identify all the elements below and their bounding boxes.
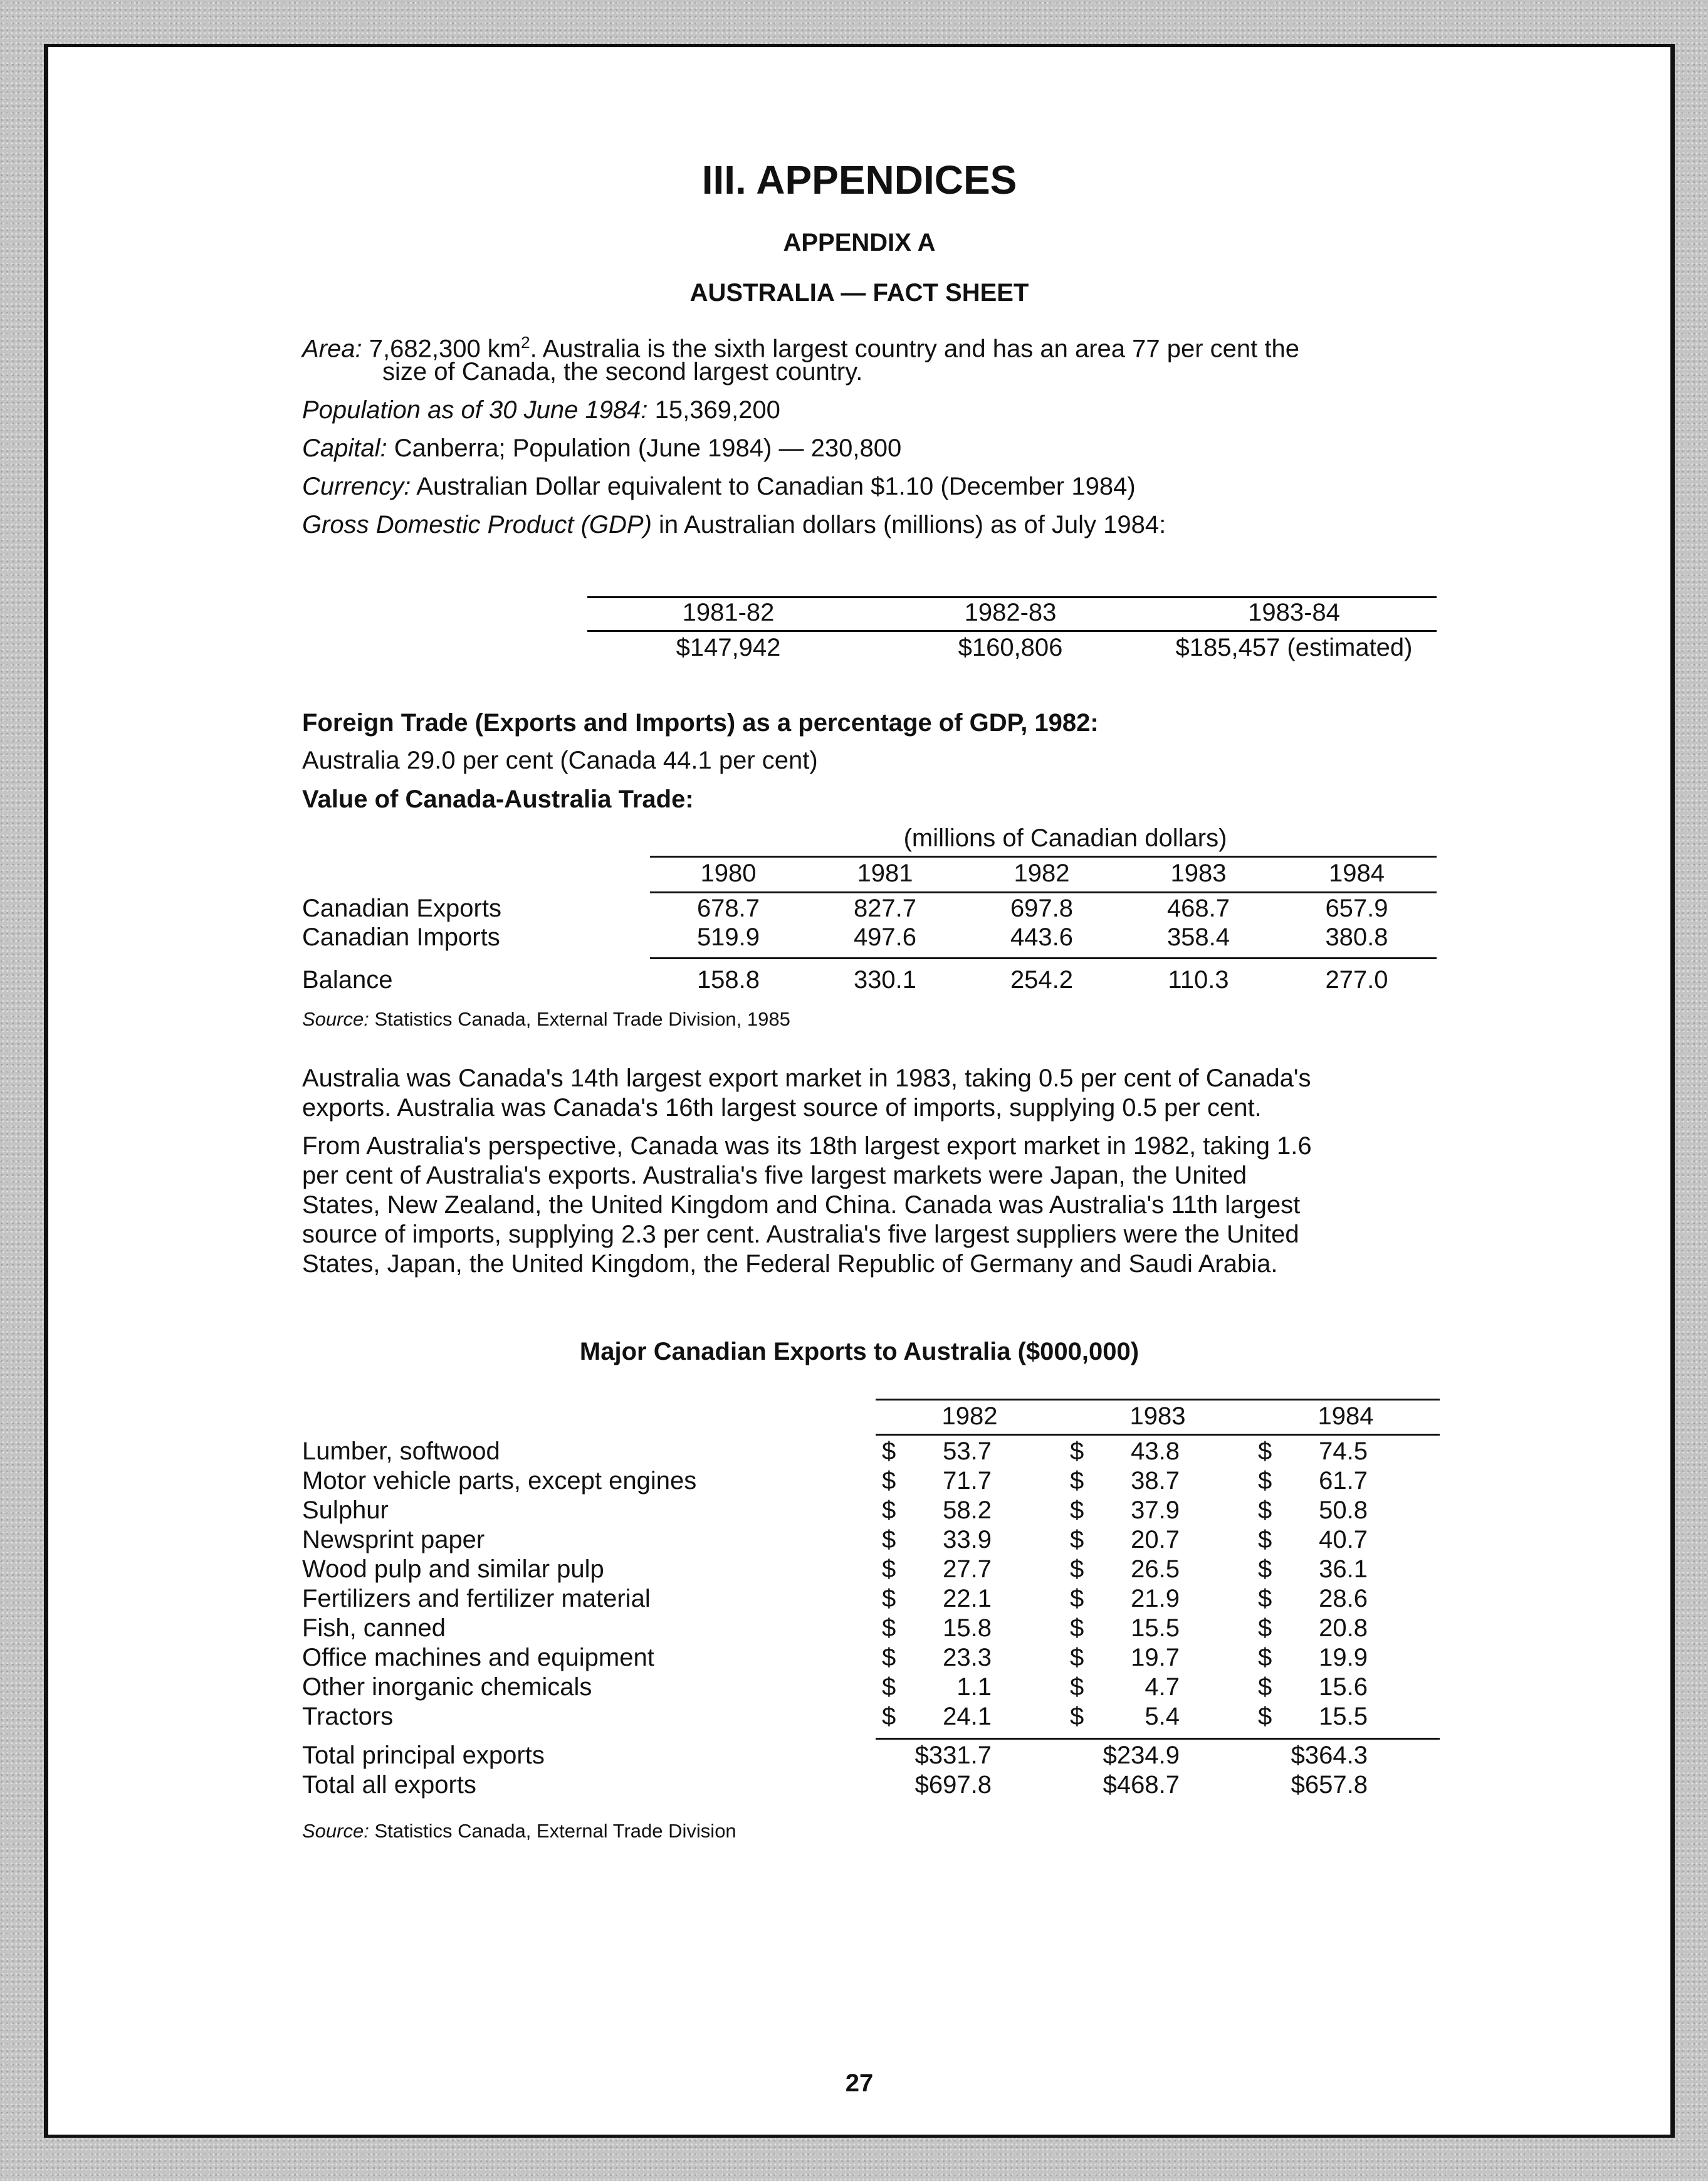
export-cell: 58.2: [943, 1496, 992, 1524]
export-cell: 19.9: [1319, 1644, 1368, 1671]
trade-row-label: Canadian Exports: [302, 895, 501, 922]
trade-table-heading: Value of Canada-Australia Trade:: [302, 786, 694, 813]
export-row-label: Tractors: [302, 1703, 394, 1730]
export-cell: 4.7: [1145, 1673, 1180, 1701]
currency-symbol: $: [1070, 1673, 1084, 1701]
gdp-value: in Australian dollars (millions) as of July 1984:: [659, 511, 1166, 539]
currency-symbol: $: [882, 1644, 896, 1671]
currency-symbol: $: [1070, 1496, 1084, 1524]
trade-year-1984: 1984: [1329, 859, 1385, 887]
exports-source-text: Statistics Canada, External Trade Division: [374, 1820, 736, 1842]
currency-symbol: $: [882, 1614, 896, 1642]
currency-symbol: $: [1258, 1467, 1272, 1495]
capital-value: Canberra; Population (June 1984) — 230,800: [394, 434, 902, 462]
currency-symbol: $: [1070, 1437, 1084, 1465]
exports-source-label: Source:: [302, 1820, 369, 1842]
paragraph-line: source of imports, supplying 2.3 per cent. Australia's five largest suppliers were the United: [302, 1221, 1299, 1248]
export-cell: 5.4: [1145, 1703, 1180, 1730]
export-cell: 1.1: [956, 1673, 992, 1701]
export-cell: 19.7: [1131, 1644, 1180, 1671]
export-cell: 38.7: [1131, 1467, 1180, 1495]
total-cell: $364.3: [1291, 1742, 1368, 1769]
population-value: 15,369,200: [654, 396, 780, 424]
paragraph-line: States, Japan, the United Kingdom, the Federal Republic of Germany and Saudi Arabia.: [302, 1250, 1278, 1278]
trade-cell: 657.9: [1325, 895, 1388, 922]
paragraph-line: Australia was Canada's 14th largest export market in 1983, taking 0.5 per cent of Canada's: [302, 1064, 1311, 1092]
export-cell: 53.7: [943, 1437, 992, 1465]
trade-cell: 158.8: [696, 966, 760, 994]
export-cell: 28.6: [1319, 1585, 1368, 1612]
exports-table-header-rule: [876, 1434, 1440, 1436]
trade-table-top-rule: [650, 856, 1437, 858]
document-page: [44, 44, 1675, 2138]
trade-table-header-rule: [650, 891, 1437, 893]
currency-symbol: $: [1070, 1526, 1084, 1553]
trade-cell: 380.8: [1325, 923, 1388, 951]
currency-symbol: $: [882, 1467, 896, 1495]
currency-symbol: $: [1258, 1673, 1272, 1701]
export-row-label: Fertilizers and fertilizer material: [302, 1585, 651, 1612]
export-cell: 23.3: [943, 1644, 992, 1671]
export-cell: 71.7: [943, 1467, 992, 1495]
foreign-trade-text: Australia 29.0 per cent (Canada 44.1 per cent): [302, 747, 818, 774]
trade-units: (millions of Canadian dollars): [903, 824, 1227, 852]
exports-source: [302, 1820, 736, 1842]
gdp-header-1: 1981-82: [682, 599, 775, 626]
trade-cell: 254.2: [1010, 966, 1074, 994]
currency-symbol: $: [1070, 1644, 1084, 1671]
area-label: Area:: [302, 335, 362, 363]
gdp-table-mid-rule: [587, 630, 1437, 632]
fact-sheet-title: AUSTRALIA — FACT SHEET: [689, 279, 1029, 307]
export-cell: 15.5: [1131, 1614, 1180, 1642]
export-row-label: Other inorganic chemicals: [302, 1673, 592, 1701]
trade-cell: 330.1: [853, 966, 917, 994]
trade-source: [302, 1008, 790, 1031]
export-cell: 20.8: [1319, 1614, 1368, 1642]
area-line-2: size of Canada, the second largest country.: [382, 358, 863, 386]
export-row-label: Wood pulp and similar pulp: [302, 1555, 604, 1583]
export-row-label: Lumber, softwood: [302, 1437, 500, 1465]
paragraph-line: exports. Australia was Canada's 16th largest source of imports, supplying 0.5 per cent.: [302, 1094, 1262, 1122]
trade-table-balance-rule: [650, 957, 1437, 959]
currency-value: Australian Dollar equivalent to Canadian $1.10 (December 1984): [416, 473, 1136, 500]
population-line: [302, 396, 780, 425]
export-cell: 20.7: [1131, 1526, 1180, 1553]
total-row-label: Total all exports: [302, 1771, 476, 1799]
trade-year-1982: 1982: [1014, 859, 1070, 887]
currency-symbol: $: [1258, 1585, 1272, 1612]
export-cell: 15.6: [1319, 1673, 1368, 1701]
currency-symbol: $: [1258, 1496, 1272, 1524]
export-cell: 74.5: [1319, 1437, 1368, 1465]
page-number: 27: [845, 2069, 874, 2097]
export-cell: 15.8: [943, 1614, 992, 1642]
page-heading: III. APPENDICES: [701, 157, 1017, 202]
currency-symbol: $: [1258, 1555, 1272, 1583]
trade-cell: 697.8: [1010, 895, 1074, 922]
currency-symbol: $: [882, 1673, 896, 1701]
appendix-label: APPENDIX A: [783, 229, 936, 256]
trade-cell: 497.6: [853, 923, 917, 951]
gdp-value-3: $185,457 (estimated): [1175, 634, 1413, 661]
currency-symbol: $: [1070, 1585, 1084, 1612]
export-cell: 21.9: [1131, 1585, 1180, 1612]
trade-year-1981: 1981: [857, 859, 913, 887]
trade-cell: 827.7: [853, 895, 917, 922]
gdp-line: [302, 510, 1166, 540]
total-cell: $697.8: [914, 1771, 992, 1799]
paragraph-line: From Australia's perspective, Canada was its 18th largest export market in 1982, taking 1.6: [302, 1132, 1312, 1160]
trade-year-1983: 1983: [1170, 859, 1227, 887]
currency-symbol: $: [1258, 1703, 1272, 1730]
trade-cell: 443.6: [1010, 923, 1074, 951]
area-superscript: 2: [521, 333, 530, 352]
total-row-label: Total principal exports: [302, 1742, 545, 1769]
currency-symbol: $: [882, 1555, 896, 1583]
exports-table-top-rule: [876, 1399, 1440, 1401]
currency-symbol: $: [1258, 1614, 1272, 1642]
trade-source-text: Statistics Canada, External Trade Division, 1985: [374, 1008, 790, 1030]
export-cell: 36.1: [1319, 1555, 1368, 1583]
export-row-label: Office machines and equipment: [302, 1644, 654, 1671]
currency-symbol: $: [1070, 1614, 1084, 1642]
currency-line: [302, 472, 1136, 502]
exports-year-1984: 1984: [1318, 1402, 1374, 1430]
export-cell: 43.8: [1131, 1437, 1180, 1465]
currency-label: Currency:: [302, 473, 411, 500]
currency-symbol: $: [882, 1496, 896, 1524]
total-cell: $331.7: [914, 1742, 992, 1769]
trade-cell: 678.7: [696, 895, 760, 922]
gdp-table-top-rule: [587, 596, 1437, 598]
gdp-header-2: 1982-83: [964, 599, 1057, 626]
total-cell: $468.7: [1103, 1771, 1180, 1799]
export-row-label: Newsprint paper: [302, 1526, 485, 1553]
currency-symbol: $: [1070, 1467, 1084, 1495]
currency-symbol: $: [882, 1526, 896, 1553]
export-row-label: Fish, canned: [302, 1614, 446, 1642]
trade-cell: 358.4: [1166, 923, 1230, 951]
currency-symbol: $: [1258, 1644, 1272, 1671]
export-cell: 22.1: [943, 1585, 992, 1612]
currency-symbol: $: [1070, 1555, 1084, 1583]
exports-table-total-rule: [876, 1738, 1440, 1740]
gdp-value-1: $147,942: [676, 634, 781, 661]
export-cell: 50.8: [1319, 1496, 1368, 1524]
total-cell: $234.9: [1103, 1742, 1180, 1769]
export-cell: 24.1: [943, 1703, 992, 1730]
trade-cell: 468.7: [1166, 895, 1230, 922]
area-value: 7,682,300 km: [369, 335, 521, 363]
currency-symbol: $: [1258, 1437, 1272, 1465]
export-cell: 61.7: [1319, 1467, 1368, 1495]
gdp-label: Gross Domestic Product (GDP): [302, 511, 652, 539]
exports-year-1982: 1982: [941, 1402, 998, 1430]
trade-cell: 519.9: [696, 923, 760, 951]
currency-symbol: $: [882, 1585, 896, 1612]
trade-row-label: Canadian Imports: [302, 923, 500, 951]
capital-line: [302, 434, 901, 463]
exports-table-title: Major Canadian Exports to Australia ($000,000): [579, 1338, 1140, 1365]
exports-year-1983: 1983: [1129, 1402, 1186, 1430]
gdp-header-3: 1983-84: [1248, 599, 1340, 626]
export-row-label: Sulphur: [302, 1496, 389, 1524]
export-cell: 15.5: [1319, 1703, 1368, 1730]
gdp-value-2: $160,806: [958, 634, 1063, 661]
population-label: Population as of 30 June 1984:: [302, 396, 648, 424]
currency-symbol: $: [882, 1437, 896, 1465]
currency-symbol: $: [1070, 1703, 1084, 1730]
paragraph-line: per cent of Australia's exports. Australia's five largest markets were Japan, the United: [302, 1162, 1247, 1189]
total-cell: $657.8: [1291, 1771, 1368, 1799]
export-cell: 33.9: [943, 1526, 992, 1553]
trade-year-1980: 1980: [700, 859, 757, 887]
trade-source-label: Source:: [302, 1008, 369, 1030]
currency-symbol: $: [882, 1703, 896, 1730]
trade-cell: 110.3: [1168, 966, 1229, 994]
area-value-cont: . Australia is the sixth largest country and has an area 77 per cent the: [530, 335, 1299, 363]
currency-symbol: $: [1258, 1526, 1272, 1553]
export-cell: 26.5: [1131, 1555, 1180, 1583]
capital-label: Capital:: [302, 434, 387, 462]
export-row-label: Motor vehicle parts, except engines: [302, 1467, 697, 1495]
foreign-trade-heading: Foreign Trade (Exports and Imports) as a percentage of GDP, 1982:: [302, 709, 1099, 737]
export-cell: 27.7: [943, 1555, 992, 1583]
export-cell: 40.7: [1319, 1526, 1368, 1553]
trade-cell: 277.0: [1325, 966, 1388, 994]
paragraph-line: States, New Zealand, the United Kingdom and China. Canada was Australia's 11th largest: [302, 1191, 1301, 1219]
export-cell: 37.9: [1131, 1496, 1180, 1524]
trade-row-label: Balance: [302, 966, 393, 994]
